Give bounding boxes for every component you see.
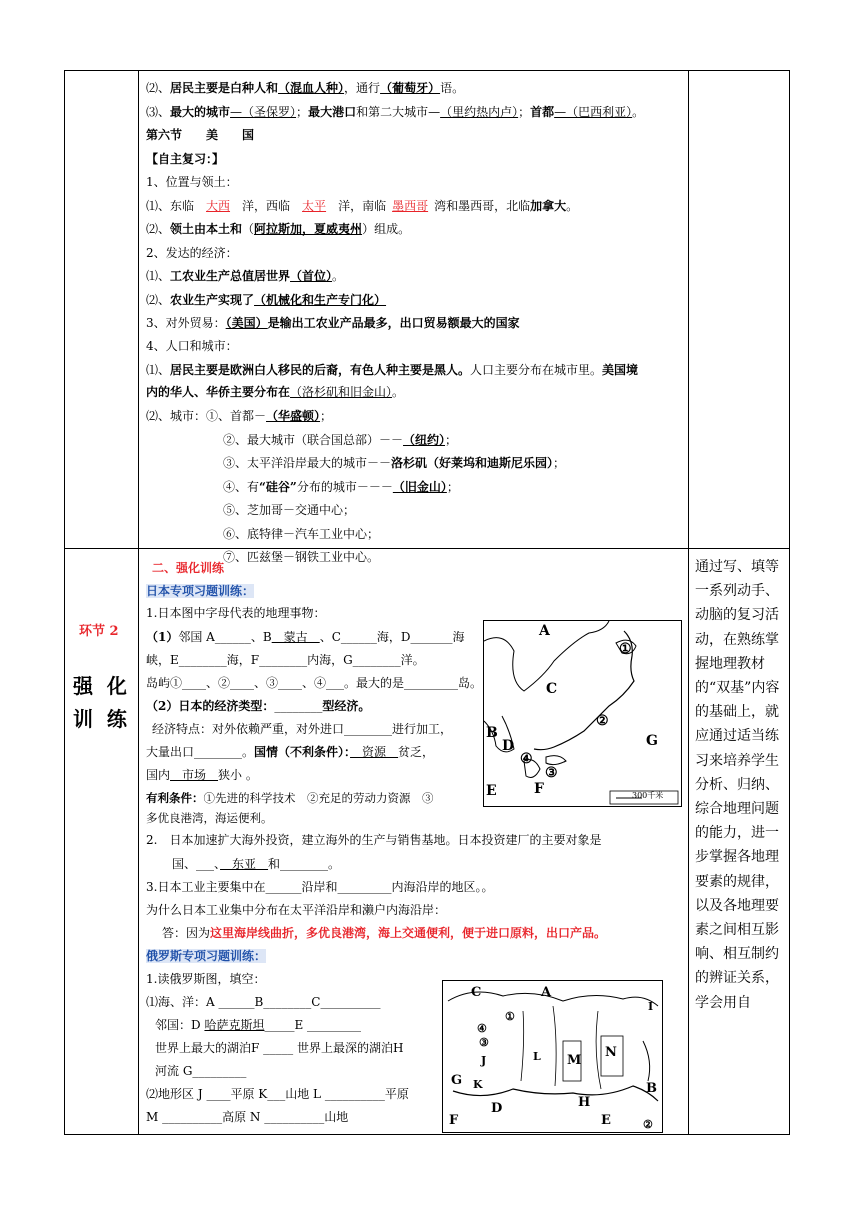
text: 洛杉矶（好莱坞和迪斯尼乐园）	[391, 456, 554, 470]
text: （2）日本的经济类型：	[146, 699, 275, 713]
japan-q1-seas: 峡，E________海，F________内海，G________洋。	[146, 653, 425, 667]
text: ⑶、	[146, 105, 171, 119]
text: 邻国 A______、B	[178, 630, 272, 644]
japan-heading	[146, 583, 254, 599]
text: 贫乏，	[398, 745, 435, 759]
japan-q3-targets	[172, 856, 340, 872]
text: 加拿大	[530, 199, 567, 213]
answer: （首位）	[290, 269, 333, 283]
japan-map-scale: 300千米	[632, 791, 664, 800]
line-pacific-city	[223, 455, 565, 471]
text: 。	[632, 105, 645, 119]
answer: 蒙古	[271, 630, 320, 644]
text: 国、	[172, 857, 197, 871]
text: 和第二大城市—	[356, 105, 441, 119]
line-trade	[146, 315, 520, 331]
japan-map-island-2: ②	[596, 713, 609, 729]
japan-map-label-c: C	[546, 681, 558, 697]
russia-map-label-b: B	[646, 1081, 657, 1096]
line-capital	[146, 408, 332, 424]
japan-answer	[162, 925, 606, 941]
japan-q5: 为什么日本工业集中分布在太平洋沿岸和濑户内海沿岸：	[146, 903, 447, 917]
line-detroit: ⑥、底特律－汽车工业中心；	[223, 527, 380, 541]
text: 领土由本土和	[170, 222, 243, 236]
text: 。	[392, 385, 405, 399]
text: 工农业生产总值居世界	[170, 269, 291, 283]
southern-border	[453, 1086, 658, 1101]
text: 语。	[440, 81, 465, 95]
text: ________	[274, 699, 323, 713]
table-border-top	[64, 70, 790, 71]
text: ⑵、	[146, 222, 171, 236]
text: 洋，西临	[242, 199, 291, 213]
japan-map-label-f: F	[534, 781, 544, 797]
answer: （里约热内卢）	[440, 105, 519, 119]
japan-map-label-g: G	[646, 733, 658, 749]
text: ③、太平洋沿岸最大的城市－－	[223, 456, 392, 470]
japan-q1-neighbors	[146, 629, 465, 645]
text: 是输出工农业产品最多，出口贸易额最大的国家	[267, 316, 520, 330]
russia-map-drawing	[443, 981, 662, 1132]
russia-map-label-i: I	[648, 1000, 654, 1013]
line-residents-us	[146, 362, 638, 378]
table-border-middle	[64, 548, 790, 549]
japan-q2	[146, 698, 370, 714]
text: 。	[566, 199, 579, 213]
line-silicon-valley	[223, 479, 459, 495]
russia-map-label-a: A	[541, 985, 552, 1000]
japan-q4: 3.日本工业主要集中在______沿岸和_________内海沿岸的地区。。	[146, 880, 494, 894]
river-3	[596, 1011, 601, 1089]
line-residents	[146, 80, 464, 96]
japan-map	[483, 620, 682, 807]
text: _____E _________	[264, 1018, 362, 1032]
japan-q3: 2. 日本加速扩大海外投资，建立海外的生产与销售基地。日本投资建厂的主要对象是	[146, 833, 602, 847]
text: ⑴、	[146, 363, 171, 377]
answer: 资源	[350, 745, 399, 759]
russia-map-num-3: ③	[479, 1036, 489, 1049]
japan-map-island-4: ④	[520, 751, 533, 767]
text: 日本专项习题训练：	[146, 584, 255, 598]
line-population: 4、人口和城市：	[146, 339, 238, 353]
russia-map-num-4: ④	[477, 1022, 487, 1035]
answer: （机械化和生产专门化）	[254, 293, 387, 307]
self-review-heading: 【自主复习：】	[146, 152, 225, 166]
text: ④、有	[223, 480, 260, 494]
text: 型经济。	[322, 699, 371, 713]
japan-q2-export	[146, 744, 434, 760]
text: 。	[332, 269, 345, 283]
text: 国情（不利条件）：	[254, 745, 351, 759]
answer: （旧金山）	[392, 480, 447, 494]
line-output	[146, 268, 344, 284]
russia-map-label-k: K	[473, 1078, 483, 1091]
russia-map-label-c: C	[471, 985, 482, 1000]
russia-map-label-h: H	[578, 1095, 591, 1110]
russia-map-label-e: E	[601, 1113, 611, 1128]
line-chicago: ⑤、芝加哥－交通中心；	[223, 503, 356, 517]
answer: 市场	[170, 768, 219, 782]
answer: 阿拉斯加，夏威夷州	[254, 222, 363, 236]
text: ⑵、	[146, 293, 171, 307]
russia-map-label-n: N	[605, 1045, 617, 1060]
russia-map-label-j: J	[481, 1054, 487, 1067]
kamchatka	[643, 1041, 650, 1081]
answer: 东亚	[220, 857, 269, 871]
text: 内的华人、华侨主要分布在	[146, 385, 291, 399]
text: 居民主要是欧洲白人移民的后裔，有色人种主要是黑人。	[170, 363, 471, 377]
river-2	[553, 1006, 556, 1086]
training-heading: 二、强化训练	[152, 561, 225, 575]
answer: 墨西哥	[392, 199, 429, 213]
russia-map-label-d: D	[491, 1101, 503, 1116]
line-chinese	[146, 384, 404, 400]
japan-q2-market	[146, 767, 258, 783]
teaching-note: 通过写、填等一系列动手、动脑的复习活动，在熟练掌握地理教材的“双基”内容的基础上，就应通过适当练习来培养学生分析、归纳、综合地理问题的能力，进一步掌握各地理要素的规律，以及各地理要素之间相互影响、相互制约的辨证关系，学会用自	[695, 559, 780, 1011]
text: ，通行	[344, 81, 381, 95]
line-pittsburgh: ⑦、匹兹堡－钢铁工业中心。	[223, 550, 380, 564]
table-border-left	[64, 70, 65, 1135]
text: ②、最大城市（联合国总部）－－	[223, 433, 404, 447]
russia-q2-plateau: M __________高原 N __________山地	[146, 1110, 349, 1124]
russia-map-label-l: L	[533, 1050, 541, 1063]
japan-q1: 1.日本图中字母代表的地理事物：	[146, 606, 326, 620]
text: ；	[445, 433, 458, 447]
russia-heading	[146, 948, 266, 964]
russia-q2-landforms: ⑵地形区 J ____平原 K___山地 L __________平原	[146, 1087, 409, 1101]
japan-map-drawing	[484, 621, 681, 806]
text: 邻国：D	[155, 1018, 205, 1032]
russia-map	[442, 980, 663, 1133]
table-border-right	[789, 70, 790, 1135]
japan-q1-islands: 岛屿①____、②____、③____、④___。最大的是_________岛。	[146, 676, 483, 690]
text: ⑴、东临	[146, 199, 195, 213]
text: ；	[296, 105, 309, 119]
russia-q1-seas: ⑴海、洋：A ______B________C__________	[146, 995, 381, 1009]
japan-map-label-d: D	[502, 738, 515, 754]
text: 最大港口	[308, 105, 357, 119]
text: 俄罗斯专项习题训练：	[146, 949, 267, 963]
russia-q1-lakes: 世界上最大的湖泊F _____ 世界上最深的湖泊H	[155, 1041, 404, 1055]
answer: （纽约）	[403, 433, 446, 447]
line-largest-city	[223, 432, 457, 448]
japan-q2-harbors: 多优良港湾，海运便利。	[146, 811, 273, 825]
text: 首都	[530, 105, 555, 119]
text: 3、对外贸易：	[146, 316, 226, 330]
japan-map-label-a: A	[539, 623, 550, 639]
text: 、C______海，D_______海	[319, 630, 465, 644]
text: ；	[320, 409, 333, 423]
japan-q2-features: 经济特点：对外依赖严重，对外进口________进行加工，	[152, 722, 453, 736]
text: 和________。	[268, 857, 341, 871]
russia-q1-river: 河流 G_________	[155, 1064, 247, 1078]
text: 国内	[146, 768, 171, 782]
line-economy: 2、发达的经济：	[146, 246, 238, 260]
answer: （混血人种）	[278, 81, 345, 95]
text: 答：因为	[162, 926, 211, 940]
text: ⑴、	[146, 269, 171, 283]
text: ；	[518, 105, 531, 119]
answer: 大西	[206, 199, 231, 213]
line-agriculture	[146, 292, 386, 308]
section-title-line1: 强 化	[73, 674, 127, 698]
answer: 太平	[302, 199, 327, 213]
table-col-divider-1	[138, 70, 139, 1135]
japan-map-island-1: ①	[619, 641, 632, 657]
text: 最大的城市	[170, 105, 231, 119]
answer: （葡萄牙）	[380, 81, 441, 95]
text: “硅谷”	[259, 480, 297, 494]
section-title: 第六节 美 国	[146, 128, 255, 142]
text: ）组成。	[362, 222, 411, 236]
answer: 这里海岸线曲折，多优良港湾，海上交通便利，便于进口原料，出口产品。	[210, 926, 607, 940]
russia-map-label-g: G	[451, 1073, 463, 1088]
line-cities	[146, 104, 644, 120]
text: 美国境	[602, 363, 639, 377]
text: ①先进的科学技术 ②充足的劳动力资源 ③	[203, 791, 434, 805]
text: （	[242, 222, 255, 236]
russia-map-num-2: ②	[643, 1118, 653, 1131]
answer: —（巴西利亚）	[554, 105, 633, 119]
answer: —（圣保罗）	[230, 105, 297, 119]
table-border-bottom	[64, 1134, 790, 1135]
text: 居民主要是白种人和	[170, 81, 279, 95]
text: 人口主要分布在城市里。	[470, 363, 603, 377]
text: （1）	[146, 630, 179, 644]
text: 湾和墨西哥，北临	[434, 199, 531, 213]
text: ；	[553, 456, 566, 470]
section-title-line2: 训 练	[73, 707, 127, 731]
russia-q1: 1.读俄罗斯图，填空：	[146, 972, 266, 986]
text: ___	[196, 857, 215, 871]
table-col-divider-2	[688, 70, 689, 1135]
text: 大量出口________。	[146, 745, 255, 759]
japan-map-label-b: B	[486, 725, 498, 741]
japan-map-label-e: E	[486, 783, 497, 799]
russia-map-label-m: M	[567, 1053, 582, 1068]
text: ；	[446, 480, 459, 494]
answer: （洛杉矶和旧金山）	[290, 385, 393, 399]
step-label: 环节 2	[79, 624, 119, 639]
russia-q1-neighbors	[155, 1017, 361, 1033]
text: 分布的城市－－－	[296, 480, 393, 494]
russia-map-label-f: F	[449, 1113, 459, 1128]
japan-map-island-3: ③	[545, 765, 558, 781]
line-position: 1、位置与领土：	[146, 175, 238, 189]
answer: （美国）	[225, 316, 268, 330]
text: 农业生产实现了	[170, 293, 255, 307]
line-borders	[146, 198, 578, 214]
russia-map-num-1: ①	[505, 1010, 515, 1023]
text: ⑵、城市：①、首都－	[146, 409, 267, 423]
line-territory	[146, 221, 410, 237]
text: 狭小 。	[218, 768, 258, 782]
text: 有利条件：	[146, 791, 204, 805]
japan-q2-advantages	[146, 790, 434, 806]
shikoku	[546, 756, 566, 765]
text: 、	[214, 857, 221, 871]
text: 洋，南临	[338, 199, 387, 213]
river-1	[521, 1011, 524, 1081]
answer: 哈萨克斯坦	[204, 1018, 265, 1032]
text: ⑵、	[146, 81, 171, 95]
answer: （华盛顿）	[266, 409, 321, 423]
